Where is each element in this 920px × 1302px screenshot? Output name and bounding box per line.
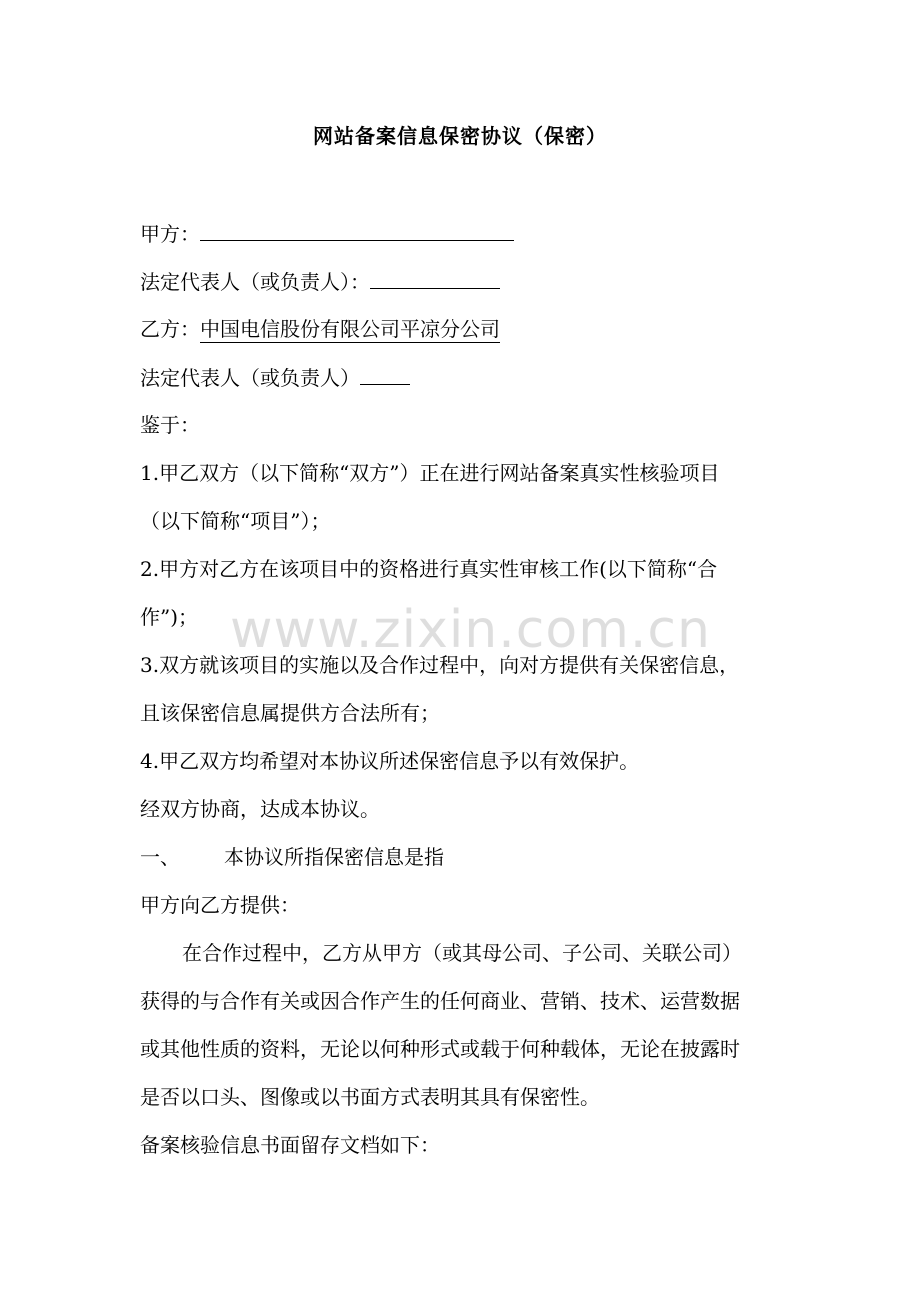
- item-3-line-2: 且该保密信息属提供方合法所有；: [140, 701, 440, 725]
- item-2-line-1: 2.甲方对乙方在该项目中的资格进行真实性审核工作(以下简称“合: [140, 557, 718, 581]
- watermark: www.zixin.com.cn: [230, 600, 711, 660]
- paragraph-line-3: 或其他性质的资料，无论以何种形式或载于何种载体，无论在披露时: [140, 1037, 740, 1061]
- legal-rep-a-blank: [370, 266, 500, 289]
- item-3-line-1: 3.双方就该项目的实施以及合作过程中，向对方提供有关保密信息，: [140, 653, 740, 677]
- provided-by-line: 甲方向乙方提供：: [140, 893, 300, 917]
- item-1-line-1: 1.甲乙双方（以下简称“双方”）正在进行网站备案真实性核验项目: [140, 461, 720, 485]
- legal-rep-b-blank: [360, 362, 410, 385]
- legal-rep-a-label: 法定代表人（或负责人）：: [140, 270, 370, 294]
- legal-rep-b-label: 法定代表人（或负责人）: [140, 366, 360, 390]
- legal-rep-a-line: [140, 266, 500, 297]
- party-b-name: 中国电信股份有限公司平凉分公司: [200, 317, 500, 341]
- party-b-label: 乙方：: [140, 317, 200, 341]
- party-a-blank: [200, 218, 514, 241]
- item-1-line-2: （以下简称“项目”）；: [140, 509, 331, 533]
- section-1-number: 一、: [140, 845, 180, 869]
- party-a-label: 甲方：: [140, 222, 200, 246]
- party-b-line: [140, 314, 500, 344]
- legal-rep-b-line: [140, 362, 410, 393]
- whereas-heading: 鉴于：: [140, 413, 200, 437]
- section-1-heading: [140, 842, 444, 872]
- party-a-line: [140, 218, 514, 249]
- document-title: 网站备案信息保密协议（保密）: [313, 124, 607, 148]
- paragraph-line-2: 获得的与合作有关或因合作产生的任何商业、营销、技术、运营数据: [140, 989, 740, 1013]
- archive-line: 备案核验信息书面留存文档如下：: [140, 1133, 440, 1157]
- item-2-line-2: 作”)；: [140, 605, 199, 629]
- agreement-statement: 经双方协商，达成本协议。: [140, 797, 380, 821]
- paragraph-line-1: 在合作过程中，乙方从甲方（或其母公司、子公司、关联公司）: [182, 941, 742, 965]
- paragraph-line-4: 是否以口头、图像或以书面方式表明其具有保密性。: [140, 1085, 600, 1109]
- section-1-title: 本协议所指保密信息是指: [224, 845, 444, 869]
- item-4: 4.甲乙双方均希望对本协议所述保密信息予以有效保护。: [140, 749, 640, 773]
